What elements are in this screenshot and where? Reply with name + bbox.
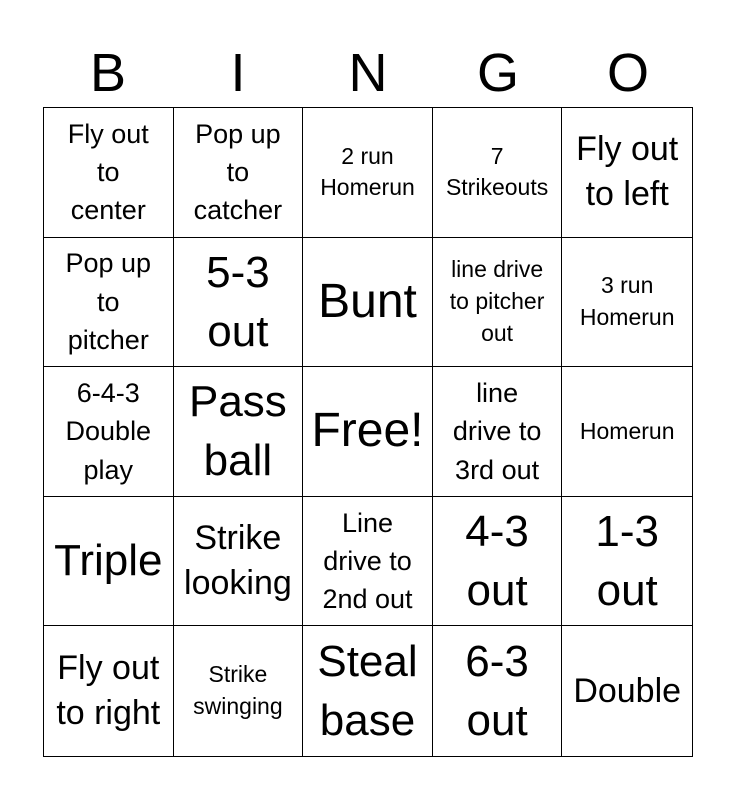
bingo-cell-r1-c4[interactable]: 7 Strikeouts [433,108,563,238]
bingo-cell-r3-c4[interactable]: line drive to 3rd out [433,367,563,497]
bingo-cell-r2-c4[interactable]: line drive to pitcher out [433,238,563,368]
bingo-cell-r5-c2[interactable]: Strike swinging [174,626,304,756]
bingo-cell-r1-c2[interactable]: Pop up to catcher [174,108,304,238]
bingo-cell-r1-c5[interactable]: Fly out to left [562,108,692,238]
bingo-cell-r2-c3[interactable]: Bunt [303,238,433,368]
bingo-header [43,40,693,106]
header-letter-b: B [89,43,127,103]
header-letter-g: G [476,43,519,103]
bingo-board [43,107,693,757]
header-letter-o: O [606,43,649,103]
bingo-cell-r4-c4[interactable]: 4-3 out [433,497,563,627]
bingo-cell-r1-c3[interactable]: 2 run Homerun [303,108,433,238]
bingo-cell-r4-c1[interactable]: Triple [44,497,174,627]
header-letter-n: N [348,43,388,103]
bingo-cell-r4-c2[interactable]: Strike looking [174,497,304,627]
bingo-cell-r2-c5[interactable]: 3 run Homerun [562,238,692,368]
bingo-cell-r3-c2[interactable]: Pass ball [174,367,304,497]
bingo-cell-r3-c1[interactable]: 6-4-3 Double play [44,367,174,497]
bingo-cell-r5-c4[interactable]: 6-3 out [433,626,563,756]
header-letter-i: I [230,43,246,103]
bingo-cell-r5-c5[interactable]: Double [573,671,682,710]
bingo-cell-r5-c3[interactable]: Steal base [303,626,433,756]
bingo-cell-r3-c5[interactable]: Homerun [562,367,692,497]
bingo-cell-r2-c1[interactable]: Pop up to pitcher [44,238,174,368]
bingo-cell-r2-c2[interactable]: 5-3 out [174,238,304,368]
bingo-cell-r4-c3[interactable]: Line drive to 2nd out [303,497,433,627]
bingo-cell-r4-c5[interactable]: 1-3 out [562,497,692,627]
bingo-cell-r5-c1[interactable]: Fly out to right [44,626,174,756]
bingo-cell-r3-c3[interactable]: Free! [303,367,433,497]
bingo-cell-r1-c1[interactable]: Fly out to center [44,108,174,238]
